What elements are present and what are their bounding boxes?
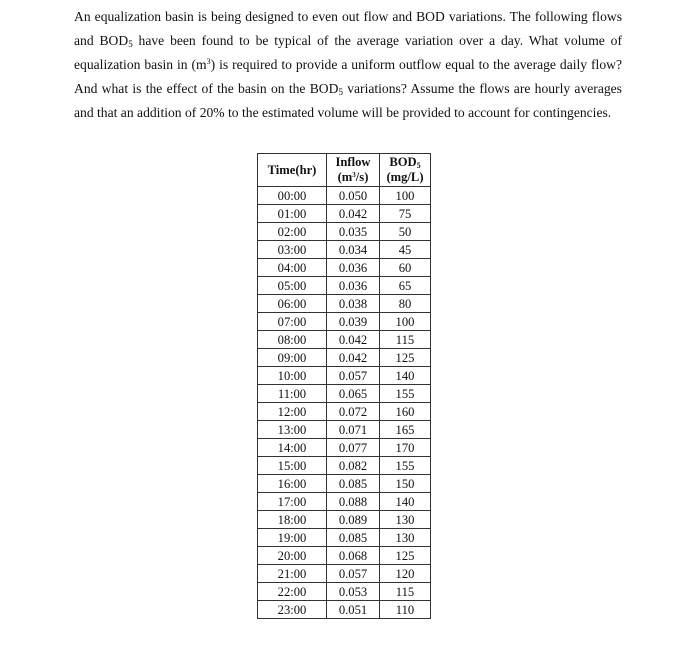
cell-inflow: 0.088: [327, 493, 380, 511]
bod-subscript: 5: [338, 87, 343, 97]
cell-inflow: 0.065: [327, 385, 380, 403]
cell-inflow: 0.057: [327, 367, 380, 385]
cell-time: 18:00: [258, 511, 327, 529]
problem-paragraph: [74, 5, 622, 125]
problem-text-part-2: have been found to be typical of the average variation over a day. What volume of equalization basin in (m: [74, 33, 622, 72]
cell-inflow: 0.036: [327, 259, 380, 277]
cell-time: 12:00: [258, 403, 327, 421]
problem-statement: [74, 5, 622, 125]
cell-bod5: 125: [380, 547, 431, 565]
cell-bod5: 140: [380, 493, 431, 511]
cell-inflow: 0.068: [327, 547, 380, 565]
cell-time: 15:00: [258, 457, 327, 475]
header-bod5: [380, 154, 431, 187]
cell-inflow: 0.038: [327, 295, 380, 313]
cell-bod5: 120: [380, 565, 431, 583]
cell-bod5: 125: [380, 349, 431, 367]
table-row: [258, 241, 431, 259]
cell-time: 16:00: [258, 475, 327, 493]
cell-time: 17:00: [258, 493, 327, 511]
table-row: [258, 295, 431, 313]
cell-time: 19:00: [258, 529, 327, 547]
table-row: [258, 331, 431, 349]
cell-inflow: 0.035: [327, 223, 380, 241]
table-row: [258, 187, 431, 205]
cell-inflow: 0.042: [327, 331, 380, 349]
cell-bod5: 155: [380, 457, 431, 475]
cell-inflow: 0.089: [327, 511, 380, 529]
cell-inflow: 0.085: [327, 529, 380, 547]
table-row: [258, 259, 431, 277]
cell-inflow: 0.072: [327, 403, 380, 421]
table-row: [258, 421, 431, 439]
table-body: [258, 187, 431, 619]
table-row: [258, 367, 431, 385]
table-row: [258, 349, 431, 367]
cell-time: 05:00: [258, 277, 327, 295]
cell-bod5: 100: [380, 187, 431, 205]
cell-time: 11:00: [258, 385, 327, 403]
cell-inflow: 0.057: [327, 565, 380, 583]
cell-time: 00:00: [258, 187, 327, 205]
problem-text-part-1: An equalization basin is being designed to even out flow and BOD variations. The following flows and BOD: [74, 9, 622, 48]
cell-bod5: 160: [380, 403, 431, 421]
cell-inflow: 0.051: [327, 601, 380, 619]
header-time: Time(hr): [258, 154, 327, 187]
cell-inflow: 0.042: [327, 205, 380, 223]
flow-bod-table: [257, 153, 431, 619]
cell-time: 01:00: [258, 205, 327, 223]
cell-time: 13:00: [258, 421, 327, 439]
cell-time: 03:00: [258, 241, 327, 259]
header-bod5-unit: (mg/L): [386, 170, 424, 184]
table-row: [258, 277, 431, 295]
table-row: [258, 565, 431, 583]
table-row: [258, 493, 431, 511]
table-row: [258, 403, 431, 421]
cell-bod5: 170: [380, 439, 431, 457]
cell-bod5: 115: [380, 331, 431, 349]
cell-time: 20:00: [258, 547, 327, 565]
table-row: [258, 457, 431, 475]
cell-inflow: 0.039: [327, 313, 380, 331]
table-row: [258, 205, 431, 223]
cell-inflow: 0.042: [327, 349, 380, 367]
cubic-superscript: 3: [206, 57, 211, 66]
table-header-row: [258, 154, 431, 187]
cell-inflow: 0.034: [327, 241, 380, 259]
cell-time: 08:00: [258, 331, 327, 349]
cell-time: 23:00: [258, 601, 327, 619]
cell-time: 06:00: [258, 295, 327, 313]
table-row: [258, 385, 431, 403]
cell-time: 07:00: [258, 313, 327, 331]
header-inflow-unit: $(m^3/s)$: [337, 170, 369, 184]
cell-bod5: 75: [380, 205, 431, 223]
table-row: [258, 223, 431, 241]
header-bod5-label: $BOD_5$: [389, 155, 421, 170]
problem-text-part-4: variations? Assume the flows are hourly averages and that an addition of 20% to the estimated volume will be provided to account for contingencies.: [74, 81, 622, 120]
cell-inflow: 0.050: [327, 187, 380, 205]
cell-bod5: 115: [380, 583, 431, 601]
cell-inflow: 0.085: [327, 475, 380, 493]
cell-time: 21:00: [258, 565, 327, 583]
cell-bod5: 150: [380, 475, 431, 493]
cell-time: 14:00: [258, 439, 327, 457]
cell-bod5: 45: [380, 241, 431, 259]
table-row: [258, 529, 431, 547]
table-row: [258, 475, 431, 493]
cell-bod5: 130: [380, 511, 431, 529]
header-inflow-label: Inflow: [335, 155, 371, 169]
cell-inflow: 0.053: [327, 583, 380, 601]
cell-bod5: 140: [380, 367, 431, 385]
cell-inflow: 0.071: [327, 421, 380, 439]
bod-subscript: 5: [128, 39, 133, 49]
cell-inflow: 0.082: [327, 457, 380, 475]
cell-bod5: 155: [380, 385, 431, 403]
problem-text-part-3: ) is required to provide a uniform outflow equal to the average daily flow? And what is the effect of the basin on the BOD: [74, 57, 622, 96]
table-row: [258, 439, 431, 457]
cell-bod5: 100: [380, 313, 431, 331]
cell-time: 22:00: [258, 583, 327, 601]
cell-bod5: 165: [380, 421, 431, 439]
cell-bod5: 130: [380, 529, 431, 547]
table-row: [258, 601, 431, 619]
cell-time: 10:00: [258, 367, 327, 385]
cell-inflow: 0.036: [327, 277, 380, 295]
cell-bod5: 65: [380, 277, 431, 295]
header-inflow: [327, 154, 380, 187]
cell-inflow: 0.077: [327, 439, 380, 457]
table-row: [258, 511, 431, 529]
cell-time: 09:00: [258, 349, 327, 367]
cell-bod5: 110: [380, 601, 431, 619]
cell-bod5: 50: [380, 223, 431, 241]
cell-time: 04:00: [258, 259, 327, 277]
table-row: [258, 313, 431, 331]
cell-bod5: 60: [380, 259, 431, 277]
table-row: [258, 547, 431, 565]
cell-bod5: 80: [380, 295, 431, 313]
cell-time: 02:00: [258, 223, 327, 241]
table-row: [258, 583, 431, 601]
